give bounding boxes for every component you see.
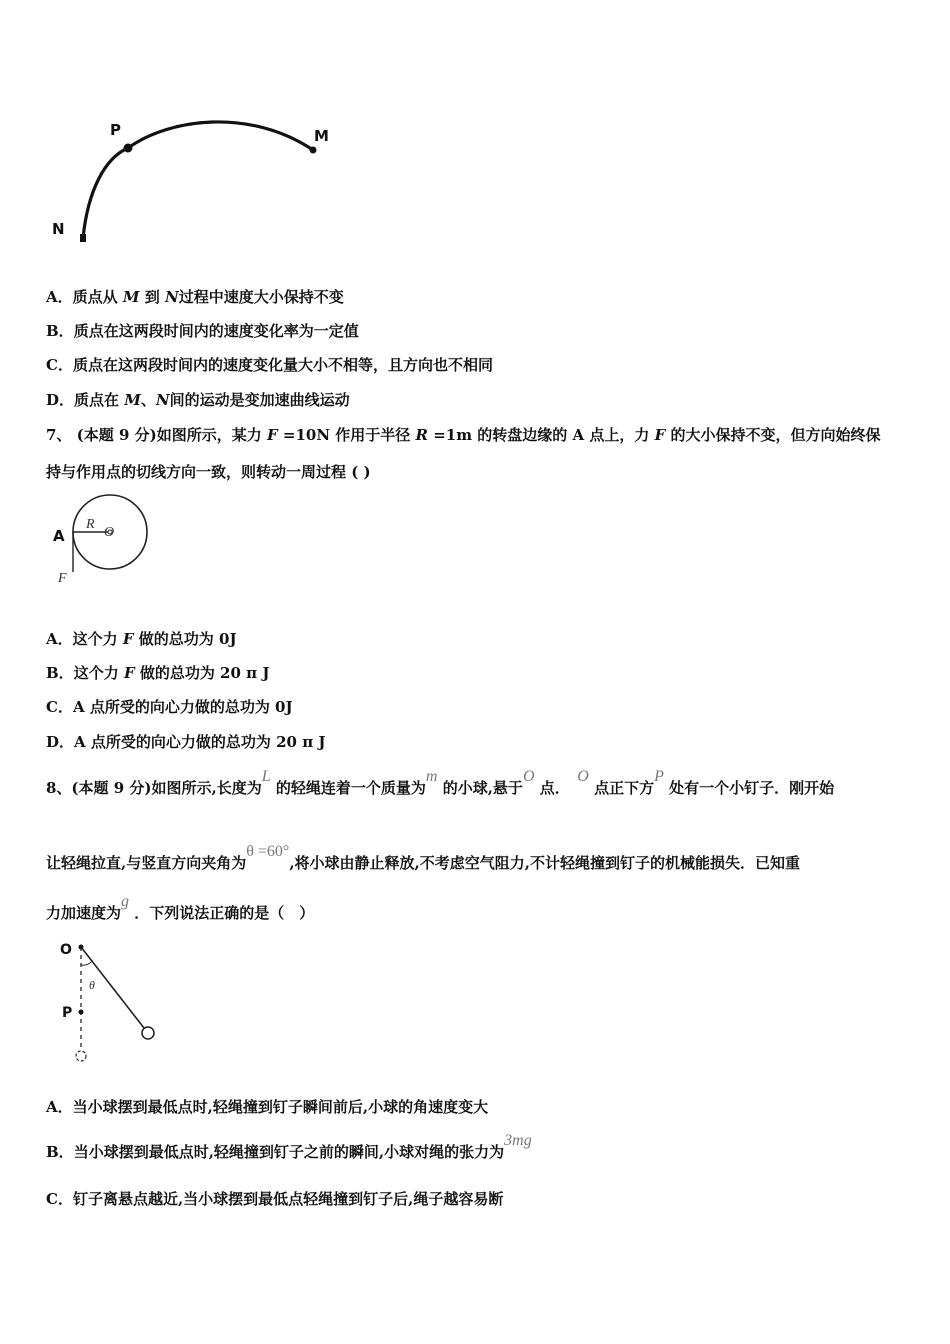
q7-option-b: B．这个力 F 做的总功为 20 π J (46, 664, 270, 682)
ball-lowest-position (76, 1051, 86, 1061)
q7-stem-line1: 7、 (本题 9 分)如图所示，某力 F =10N 作用于半径 R =1m 的转盘边缘的 A 点上，力 F 的大小保持不变，但方向始终保 (46, 426, 881, 444)
q7-option-a: A．这个力 F 做的总功为 0J (46, 630, 237, 648)
q6-option-d: D．质点在 M、N间的运动是变加速曲线运动 (46, 391, 350, 409)
q7-option-d: D．A 点所受的向心力做的总功为 20 π J (46, 733, 326, 751)
q6-option-c: C．质点在这两段时间内的速度变化量大小不相等，且方向也不相同 (46, 356, 493, 374)
q7-option-c: C．A 点所受的向心力做的总功为 0J (46, 698, 293, 716)
label-f: F (58, 571, 67, 586)
label-p: P (110, 121, 121, 139)
label-theta: θ (89, 978, 95, 992)
turntable-figure (46, 490, 156, 590)
q8-option-b: B．当小球摆到最低点时,轻绳撞到钉子之前的瞬间,小球对绳的张力为3mg (46, 1132, 532, 1161)
label-p: P (62, 1005, 73, 1021)
label-m: M (314, 127, 329, 145)
point-m (310, 147, 317, 154)
q8-stem-line3: 力加速度为g ．下列说法正确的是（ ） (46, 893, 315, 922)
pendulum-figure (50, 935, 170, 1070)
q8-option-a: A．当小球摆到最低点时,轻绳撞到钉子瞬间前后,小球的角速度变大 (46, 1098, 489, 1116)
nail-p (79, 1010, 84, 1015)
trajectory-curve (83, 122, 313, 238)
label-n: N (52, 220, 65, 238)
q6-option-a: A．质点从 M 到 N过程中速度大小保持不变 (46, 288, 344, 306)
q8-stem-line2: 让轻绳拉直,与竖直方向夹角为θ =60°,将小球由静止释放,不考虑空气阻力,不计轻绳撞到钉子的机械能损失．已知重 (46, 843, 800, 872)
point-p (124, 144, 133, 153)
label-r: R (86, 517, 95, 532)
ball (142, 1027, 154, 1039)
label-o: O (60, 942, 72, 958)
angle-arc (81, 961, 92, 965)
label-a: A (53, 527, 65, 545)
trajectory-figure (40, 100, 350, 250)
label-o: O (104, 525, 115, 540)
q8-option-c: C．钉子离悬点越近,当小球摆到最低点轻绳撞到钉子后,绳子越容易断 (46, 1190, 504, 1208)
q7-stem-line2: 持与作用点的切线方向一致，则转动一周过程 ( ) (46, 463, 371, 481)
q6-option-b: B．质点在这两段时间内的速度变化率为一定值 (46, 322, 359, 340)
q8-stem-line1: 8、(本题 9 分)如图所示,长度为L 的轻绳连着一个质量为m 的小球,悬于O 点． O 点正下方P 处有一个小钉子．刚开始 (46, 768, 835, 797)
point-n (80, 234, 86, 242)
